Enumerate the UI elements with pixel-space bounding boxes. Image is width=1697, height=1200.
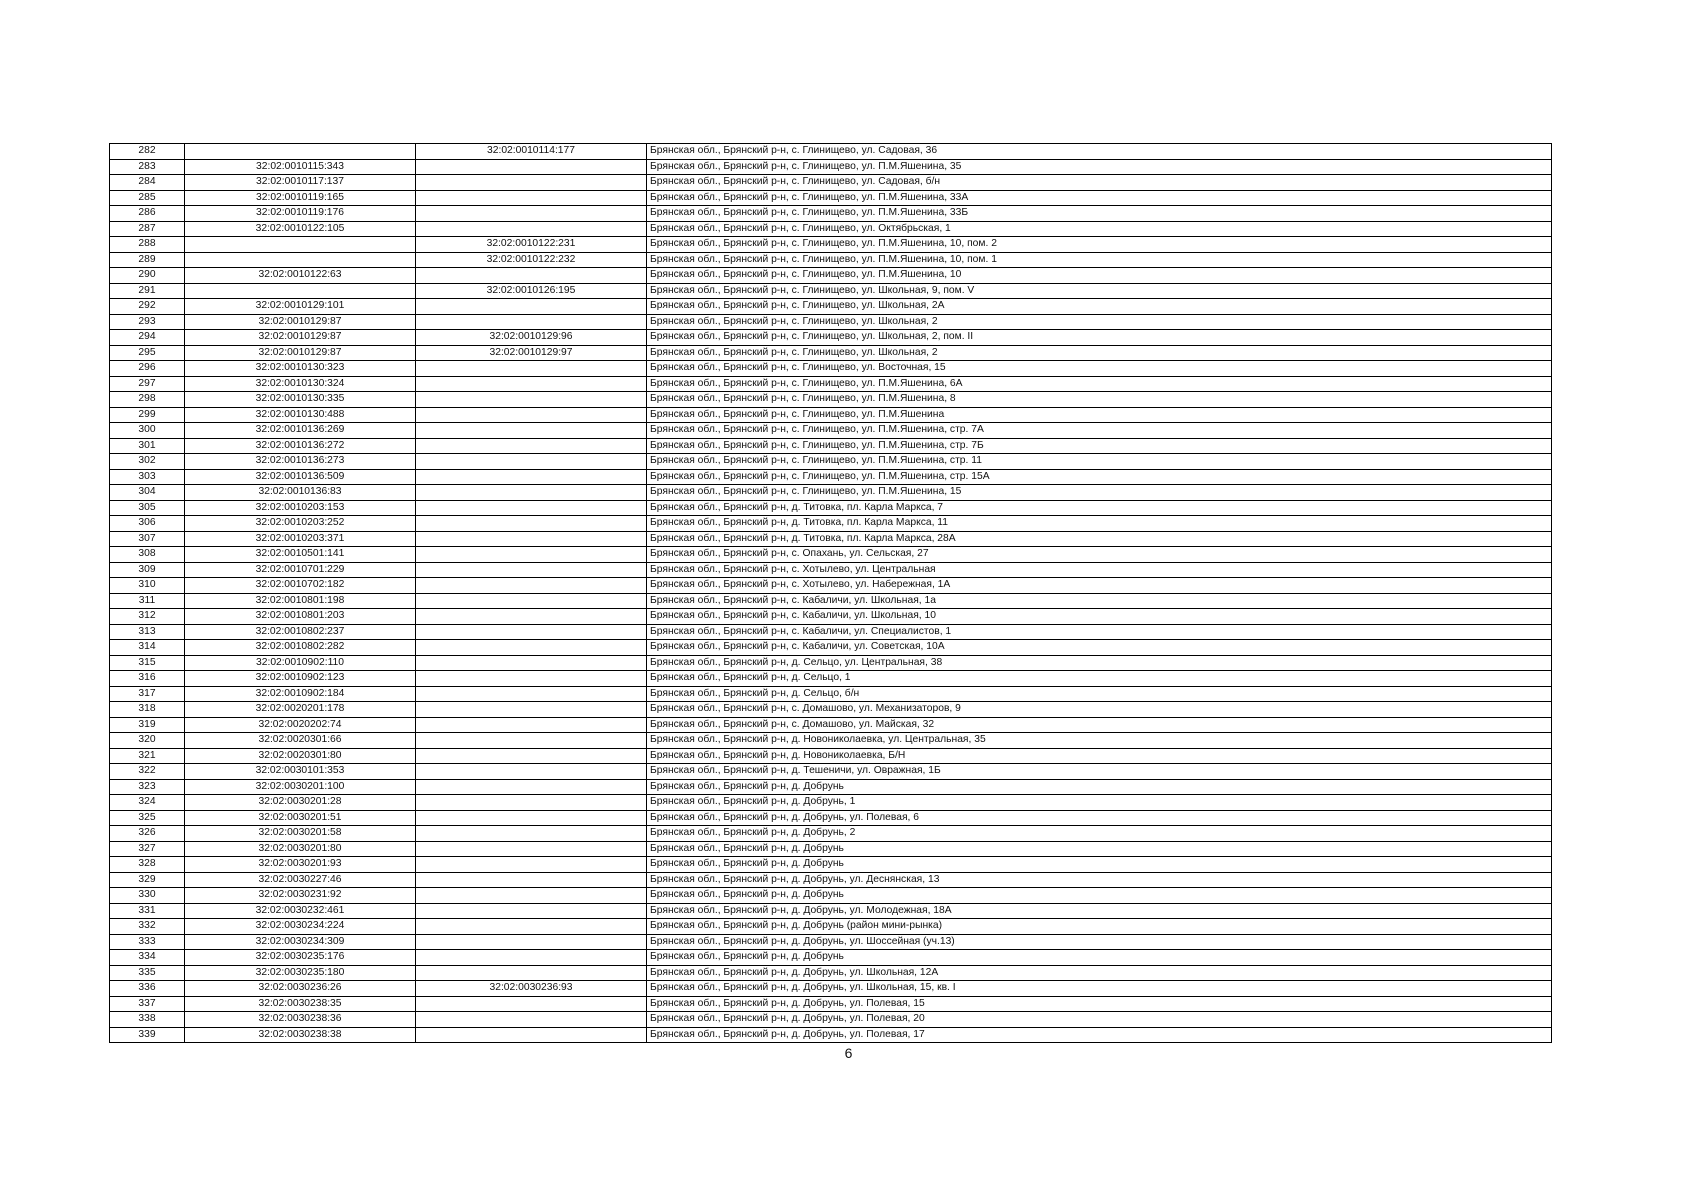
cadastral-number-cell: 32:02:0030238:38 bbox=[185, 1027, 416, 1043]
premises-cadastral-number-cell bbox=[416, 469, 647, 485]
row-number-cell: 324 bbox=[110, 795, 185, 811]
cadastral-number-cell bbox=[185, 144, 416, 160]
address-cell: Брянская обл., Брянский р-н, с. Опахань, ул. Сельская, 27 bbox=[647, 547, 1552, 563]
cadastral-number-cell: 32:02:0030238:36 bbox=[185, 1012, 416, 1028]
premises-cadastral-number-cell bbox=[416, 190, 647, 206]
address-cell: Брянская обл., Брянский р-н, д. Добрунь bbox=[647, 950, 1552, 966]
row-number-cell: 315 bbox=[110, 655, 185, 671]
cadastral-number-cell: 32:02:0030101:353 bbox=[185, 764, 416, 780]
table-row bbox=[110, 748, 1552, 764]
cadastral-number-cell: 32:02:0010802:237 bbox=[185, 624, 416, 640]
cadastral-number-cell: 32:02:0010119:165 bbox=[185, 190, 416, 206]
premises-cadastral-number-cell bbox=[416, 299, 647, 315]
premises-cadastral-number-cell bbox=[416, 950, 647, 966]
premises-cadastral-number-cell bbox=[416, 1027, 647, 1043]
table-row bbox=[110, 237, 1552, 253]
address-cell: Брянская обл., Брянский р-н, д. Добрунь, 1 bbox=[647, 795, 1552, 811]
row-number-cell: 308 bbox=[110, 547, 185, 563]
address-cell: Брянская обл., Брянский р-н, с. Глинищево, ул. П.М.Яшенина, 6А bbox=[647, 376, 1552, 392]
premises-cadastral-number-cell bbox=[416, 438, 647, 454]
premises-cadastral-number-cell bbox=[416, 578, 647, 594]
row-number-cell: 327 bbox=[110, 841, 185, 857]
cadastral-number-cell: 32:02:0010203:252 bbox=[185, 516, 416, 532]
premises-cadastral-number-cell bbox=[416, 779, 647, 795]
table-row bbox=[110, 624, 1552, 640]
address-cell: Брянская обл., Брянский р-н, с. Хотылево, ул. Набережная, 1А bbox=[647, 578, 1552, 594]
table-row bbox=[110, 221, 1552, 237]
row-number-cell: 286 bbox=[110, 206, 185, 222]
premises-cadastral-number-cell bbox=[416, 361, 647, 377]
premises-cadastral-number-cell bbox=[416, 965, 647, 981]
table-row bbox=[110, 392, 1552, 408]
property-registry-table bbox=[109, 143, 1552, 1043]
table-row bbox=[110, 841, 1552, 857]
row-number-cell: 299 bbox=[110, 407, 185, 423]
table-row bbox=[110, 252, 1552, 268]
address-cell: Брянская обл., Брянский р-н, с. Домашово, ул. Майская, 32 bbox=[647, 717, 1552, 733]
premises-cadastral-number-cell bbox=[416, 655, 647, 671]
cadastral-number-cell: 32:02:0030231:92 bbox=[185, 888, 416, 904]
table-row bbox=[110, 299, 1552, 315]
table-row bbox=[110, 190, 1552, 206]
premises-cadastral-number-cell bbox=[416, 764, 647, 780]
premises-cadastral-number-cell bbox=[416, 717, 647, 733]
premises-cadastral-number-cell bbox=[416, 826, 647, 842]
registry-table-body bbox=[110, 144, 1552, 1043]
cadastral-number-cell: 32:02:0010122:105 bbox=[185, 221, 416, 237]
cadastral-number-cell: 32:02:0010136:509 bbox=[185, 469, 416, 485]
premises-cadastral-number-cell bbox=[416, 795, 647, 811]
cadastral-number-cell: 32:02:0010130:324 bbox=[185, 376, 416, 392]
address-cell: Брянская обл., Брянский р-н, д. Тешеничи, ул. Овражная, 1Б bbox=[647, 764, 1552, 780]
row-number-cell: 321 bbox=[110, 748, 185, 764]
cadastral-number-cell: 32:02:0010136:269 bbox=[185, 423, 416, 439]
cadastral-number-cell: 32:02:0010801:203 bbox=[185, 609, 416, 625]
address-cell: Брянская обл., Брянский р-н, с. Глинищево, ул. П.М.Яшенина, 15 bbox=[647, 485, 1552, 501]
table-row bbox=[110, 330, 1552, 346]
cadastral-number-cell: 32:02:0010130:335 bbox=[185, 392, 416, 408]
table-row bbox=[110, 965, 1552, 981]
row-number-cell: 285 bbox=[110, 190, 185, 206]
table-row bbox=[110, 500, 1552, 516]
table-row bbox=[110, 469, 1552, 485]
address-cell: Брянская обл., Брянский р-н, с. Глинищево, ул. Школьная, 2 bbox=[647, 314, 1552, 330]
address-cell: Брянская обл., Брянский р-н, с. Кабаличи, ул. Школьная, 10 bbox=[647, 609, 1552, 625]
premises-cadastral-number-cell bbox=[416, 686, 647, 702]
cadastral-number-cell: 32:02:0030201:51 bbox=[185, 810, 416, 826]
cadastral-number-cell: 32:02:0010115:343 bbox=[185, 159, 416, 175]
address-cell: Брянская обл., Брянский р-н, д. Сельцо, ул. Центральная, 38 bbox=[647, 655, 1552, 671]
cadastral-number-cell: 32:02:0030201:58 bbox=[185, 826, 416, 842]
table-row bbox=[110, 733, 1552, 749]
row-number-cell: 322 bbox=[110, 764, 185, 780]
row-number-cell: 337 bbox=[110, 996, 185, 1012]
table-row bbox=[110, 206, 1552, 222]
row-number-cell: 283 bbox=[110, 159, 185, 175]
address-cell: Брянская обл., Брянский р-н, с. Глинищево, ул. П.М.Яшенина bbox=[647, 407, 1552, 423]
cadastral-number-cell: 32:02:0010130:323 bbox=[185, 361, 416, 377]
table-row bbox=[110, 1027, 1552, 1043]
premises-cadastral-number-cell bbox=[416, 392, 647, 408]
table-row bbox=[110, 1012, 1552, 1028]
address-cell: Брянская обл., Брянский р-н, с. Глинищево, ул. Октябрьская, 1 bbox=[647, 221, 1552, 237]
row-number-cell: 293 bbox=[110, 314, 185, 330]
cadastral-number-cell: 32:02:0010129:101 bbox=[185, 299, 416, 315]
address-cell: Брянская обл., Брянский р-н, с. Глинищево, ул. Школьная, 9, пом. V bbox=[647, 283, 1552, 299]
address-cell: Брянская обл., Брянский р-н, д. Добрунь bbox=[647, 857, 1552, 873]
row-number-cell: 320 bbox=[110, 733, 185, 749]
cadastral-number-cell: 32:02:0010501:141 bbox=[185, 547, 416, 563]
premises-cadastral-number-cell: 32:02:0010129:96 bbox=[416, 330, 647, 346]
cadastral-number-cell: 32:02:0030201:28 bbox=[185, 795, 416, 811]
premises-cadastral-number-cell: 32:02:0010129:97 bbox=[416, 345, 647, 361]
table-row bbox=[110, 934, 1552, 950]
table-row bbox=[110, 702, 1552, 718]
cadastral-number-cell bbox=[185, 237, 416, 253]
cadastral-number-cell: 32:02:0030201:80 bbox=[185, 841, 416, 857]
row-number-cell: 319 bbox=[110, 717, 185, 733]
table-row bbox=[110, 593, 1552, 609]
premises-cadastral-number-cell bbox=[416, 702, 647, 718]
cadastral-number-cell: 32:02:0010902:123 bbox=[185, 671, 416, 687]
premises-cadastral-number-cell: 32:02:0010122:232 bbox=[416, 252, 647, 268]
page-number: 6 bbox=[844, 1045, 853, 1061]
premises-cadastral-number-cell bbox=[416, 841, 647, 857]
table-row bbox=[110, 671, 1552, 687]
address-cell: Брянская обл., Брянский р-н, д. Добрунь (район мини-рынка) bbox=[647, 919, 1552, 935]
table-row bbox=[110, 547, 1552, 563]
address-cell: Брянская обл., Брянский р-н, с. Глинищево, ул. Восточная, 15 bbox=[647, 361, 1552, 377]
premises-cadastral-number-cell bbox=[416, 609, 647, 625]
row-number-cell: 307 bbox=[110, 531, 185, 547]
cadastral-number-cell: 32:02:0010129:87 bbox=[185, 330, 416, 346]
row-number-cell: 314 bbox=[110, 640, 185, 656]
table-row bbox=[110, 283, 1552, 299]
cadastral-number-cell: 32:02:0010203:153 bbox=[185, 500, 416, 516]
cadastral-number-cell: 32:02:0030235:176 bbox=[185, 950, 416, 966]
address-cell: Брянская обл., Брянский р-н, с. Глинищево, ул. Садовая, 36 bbox=[647, 144, 1552, 160]
row-number-cell: 311 bbox=[110, 593, 185, 609]
address-cell: Брянская обл., Брянский р-н, с. Глинищево, ул. П.М.Яшенина, стр. 7А bbox=[647, 423, 1552, 439]
row-number-cell: 313 bbox=[110, 624, 185, 640]
cadastral-number-cell: 32:02:0010802:282 bbox=[185, 640, 416, 656]
row-number-cell: 291 bbox=[110, 283, 185, 299]
table-row bbox=[110, 888, 1552, 904]
address-cell: Брянская обл., Брянский р-н, с. Глинищево, ул. П.М.Яшенина, 8 bbox=[647, 392, 1552, 408]
cadastral-number-cell bbox=[185, 252, 416, 268]
address-cell: Брянская обл., Брянский р-н, д. Новониколаевка, ул. Центральная, 35 bbox=[647, 733, 1552, 749]
table-row bbox=[110, 655, 1552, 671]
table-row bbox=[110, 857, 1552, 873]
cadastral-number-cell: 32:02:0030227:46 bbox=[185, 872, 416, 888]
row-number-cell: 301 bbox=[110, 438, 185, 454]
premises-cadastral-number-cell bbox=[416, 500, 647, 516]
cadastral-number-cell: 32:02:0030234:224 bbox=[185, 919, 416, 935]
table-row bbox=[110, 996, 1552, 1012]
table-row bbox=[110, 578, 1552, 594]
address-cell: Брянская обл., Брянский р-н, с. Глинищево, ул. П.М.Яшенина, 10 bbox=[647, 268, 1552, 284]
row-number-cell: 316 bbox=[110, 671, 185, 687]
table-row bbox=[110, 159, 1552, 175]
cadastral-number-cell: 32:02:0010129:87 bbox=[185, 314, 416, 330]
address-cell: Брянская обл., Брянский р-н, д. Добрунь, ул. Полевая, 15 bbox=[647, 996, 1552, 1012]
cadastral-number-cell: 32:02:0010119:176 bbox=[185, 206, 416, 222]
table-row bbox=[110, 438, 1552, 454]
cadastral-number-cell: 32:02:0010130:488 bbox=[185, 407, 416, 423]
table-row bbox=[110, 826, 1552, 842]
row-number-cell: 338 bbox=[110, 1012, 185, 1028]
cadastral-number-cell: 32:02:0010801:198 bbox=[185, 593, 416, 609]
table-row bbox=[110, 640, 1552, 656]
address-cell: Брянская обл., Брянский р-н, с. Глинищево, ул. Школьная, 2, пом. II bbox=[647, 330, 1552, 346]
premises-cadastral-number-cell bbox=[416, 919, 647, 935]
premises-cadastral-number-cell bbox=[416, 268, 647, 284]
table-row bbox=[110, 764, 1552, 780]
row-number-cell: 303 bbox=[110, 469, 185, 485]
cadastral-number-cell: 32:02:0010122:63 bbox=[185, 268, 416, 284]
premises-cadastral-number-cell bbox=[416, 531, 647, 547]
address-cell: Брянская обл., Брянский р-н, с. Кабаличи, ул. Советская, 10А bbox=[647, 640, 1552, 656]
premises-cadastral-number-cell bbox=[416, 314, 647, 330]
row-number-cell: 292 bbox=[110, 299, 185, 315]
cadastral-number-cell: 32:02:0020301:80 bbox=[185, 748, 416, 764]
cadastral-number-cell: 32:02:0030201:100 bbox=[185, 779, 416, 795]
table-row bbox=[110, 531, 1552, 547]
row-number-cell: 287 bbox=[110, 221, 185, 237]
row-number-cell: 302 bbox=[110, 454, 185, 470]
premises-cadastral-number-cell bbox=[416, 996, 647, 1012]
row-number-cell: 318 bbox=[110, 702, 185, 718]
cadastral-number-cell: 32:02:0020202:74 bbox=[185, 717, 416, 733]
address-cell: Брянская обл., Брянский р-н, д. Добрунь, ул. Школьная, 12А bbox=[647, 965, 1552, 981]
table-row bbox=[110, 872, 1552, 888]
row-number-cell: 288 bbox=[110, 237, 185, 253]
table-row bbox=[110, 919, 1552, 935]
address-cell: Брянская обл., Брянский р-н, с. Кабаличи, ул. Школьная, 1а bbox=[647, 593, 1552, 609]
address-cell: Брянская обл., Брянский р-н, с. Глинищево, ул. П.М.Яшенина, 10, пом. 2 bbox=[647, 237, 1552, 253]
cadastral-number-cell bbox=[185, 283, 416, 299]
cadastral-number-cell: 32:02:0020201:178 bbox=[185, 702, 416, 718]
row-number-cell: 282 bbox=[110, 144, 185, 160]
cadastral-number-cell: 32:02:0010117:137 bbox=[185, 175, 416, 191]
premises-cadastral-number-cell bbox=[416, 934, 647, 950]
row-number-cell: 326 bbox=[110, 826, 185, 842]
address-cell: Брянская обл., Брянский р-н, д. Сельцо, б/н bbox=[647, 686, 1552, 702]
address-cell: Брянская обл., Брянский р-н, д. Добрунь bbox=[647, 841, 1552, 857]
row-number-cell: 339 bbox=[110, 1027, 185, 1043]
premises-cadastral-number-cell bbox=[416, 206, 647, 222]
cadastral-number-cell: 32:02:0030234:309 bbox=[185, 934, 416, 950]
row-number-cell: 298 bbox=[110, 392, 185, 408]
premises-cadastral-number-cell bbox=[416, 376, 647, 392]
row-number-cell: 295 bbox=[110, 345, 185, 361]
table-row bbox=[110, 779, 1552, 795]
cadastral-number-cell: 32:02:0010129:87 bbox=[185, 345, 416, 361]
premises-cadastral-number-cell bbox=[416, 485, 647, 501]
address-cell: Брянская обл., Брянский р-н, с. Кабаличи, ул. Специалистов, 1 bbox=[647, 624, 1552, 640]
address-cell: Брянская обл., Брянский р-н, с. Глинищево, ул. П.М.Яшенина, стр. 15А bbox=[647, 469, 1552, 485]
table-row bbox=[110, 950, 1552, 966]
row-number-cell: 306 bbox=[110, 516, 185, 532]
row-number-cell: 328 bbox=[110, 857, 185, 873]
table-row bbox=[110, 810, 1552, 826]
address-cell: Брянская обл., Брянский р-н, д. Добрунь bbox=[647, 779, 1552, 795]
address-cell: Брянская обл., Брянский р-н, д. Добрунь, ул. Полевая, 17 bbox=[647, 1027, 1552, 1043]
row-number-cell: 329 bbox=[110, 872, 185, 888]
premises-cadastral-number-cell bbox=[416, 624, 647, 640]
address-cell: Брянская обл., Брянский р-н, с. Глинищево, ул. П.М.Яшенина, стр. 11 bbox=[647, 454, 1552, 470]
table-row bbox=[110, 376, 1552, 392]
address-cell: Брянская обл., Брянский р-н, с. Глинищево, ул. П.М.Яшенина, 33Б bbox=[647, 206, 1552, 222]
cadastral-number-cell: 32:02:0030235:180 bbox=[185, 965, 416, 981]
premises-cadastral-number-cell bbox=[416, 516, 647, 532]
row-number-cell: 336 bbox=[110, 981, 185, 997]
address-cell: Брянская обл., Брянский р-н, д. Добрунь, ул. Шоссейная (уч.13) bbox=[647, 934, 1552, 950]
premises-cadastral-number-cell bbox=[416, 221, 647, 237]
table-row bbox=[110, 717, 1552, 733]
table-row bbox=[110, 903, 1552, 919]
table-row bbox=[110, 485, 1552, 501]
table-row bbox=[110, 609, 1552, 625]
table-row bbox=[110, 562, 1552, 578]
address-cell: Брянская обл., Брянский р-н, д. Добрунь, ул. Молодежная, 18А bbox=[647, 903, 1552, 919]
table-row bbox=[110, 314, 1552, 330]
address-cell: Брянская обл., Брянский р-н, д. Титовка, пл. Карла Маркса, 11 bbox=[647, 516, 1552, 532]
premises-cadastral-number-cell bbox=[416, 593, 647, 609]
table-row bbox=[110, 268, 1552, 284]
cadastral-number-cell: 32:02:0010203:371 bbox=[185, 531, 416, 547]
cadastral-number-cell: 32:02:0010902:184 bbox=[185, 686, 416, 702]
address-cell: Брянская обл., Брянский р-н, с. Глинищево, ул. Школьная, 2 bbox=[647, 345, 1552, 361]
address-cell: Брянская обл., Брянский р-н, с. Глинищево, ул. П.М.Яшенина, стр. 7Б bbox=[647, 438, 1552, 454]
cadastral-number-cell: 32:02:0010902:110 bbox=[185, 655, 416, 671]
table-row bbox=[110, 423, 1552, 439]
row-number-cell: 297 bbox=[110, 376, 185, 392]
premises-cadastral-number-cell bbox=[416, 857, 647, 873]
address-cell: Брянская обл., Брянский р-н, д. Добрунь bbox=[647, 888, 1552, 904]
row-number-cell: 317 bbox=[110, 686, 185, 702]
address-cell: Брянская обл., Брянский р-н, д. Добрунь, ул. Полевая, 20 bbox=[647, 1012, 1552, 1028]
premises-cadastral-number-cell bbox=[416, 562, 647, 578]
row-number-cell: 290 bbox=[110, 268, 185, 284]
address-cell: Брянская обл., Брянский р-н, д. Титовка, пл. Карла Маркса, 7 bbox=[647, 500, 1552, 516]
premises-cadastral-number-cell bbox=[416, 1012, 647, 1028]
address-cell: Брянская обл., Брянский р-н, д. Добрунь, ул. Полевая, 6 bbox=[647, 810, 1552, 826]
table-row bbox=[110, 981, 1552, 997]
premises-cadastral-number-cell bbox=[416, 872, 647, 888]
premises-cadastral-number-cell bbox=[416, 159, 647, 175]
table-row bbox=[110, 407, 1552, 423]
premises-cadastral-number-cell bbox=[416, 175, 647, 191]
row-number-cell: 325 bbox=[110, 810, 185, 826]
row-number-cell: 331 bbox=[110, 903, 185, 919]
cadastral-number-cell: 32:02:0030236:26 bbox=[185, 981, 416, 997]
row-number-cell: 300 bbox=[110, 423, 185, 439]
row-number-cell: 323 bbox=[110, 779, 185, 795]
row-number-cell: 304 bbox=[110, 485, 185, 501]
premises-cadastral-number-cell bbox=[416, 547, 647, 563]
premises-cadastral-number-cell bbox=[416, 748, 647, 764]
table-row bbox=[110, 454, 1552, 470]
address-cell: Брянская обл., Брянский р-н, д. Титовка, пл. Карла Маркса, 28А bbox=[647, 531, 1552, 547]
cadastral-number-cell: 32:02:0010136:272 bbox=[185, 438, 416, 454]
address-cell: Брянская обл., Брянский р-н, с. Глинищево, ул. П.М.Яшенина, 33А bbox=[647, 190, 1552, 206]
cadastral-number-cell: 32:02:0010702:182 bbox=[185, 578, 416, 594]
table-row bbox=[110, 175, 1552, 191]
premises-cadastral-number-cell: 32:02:0010114:177 bbox=[416, 144, 647, 160]
row-number-cell: 284 bbox=[110, 175, 185, 191]
premises-cadastral-number-cell bbox=[416, 423, 647, 439]
table-row bbox=[110, 686, 1552, 702]
premises-cadastral-number-cell bbox=[416, 733, 647, 749]
premises-cadastral-number-cell: 32:02:0010126:195 bbox=[416, 283, 647, 299]
row-number-cell: 312 bbox=[110, 609, 185, 625]
address-cell: Брянская обл., Брянский р-н, д. Новониколаевка, Б/Н bbox=[647, 748, 1552, 764]
address-cell: Брянская обл., Брянский р-н, с. Глинищево, ул. П.М.Яшенина, 10, пом. 1 bbox=[647, 252, 1552, 268]
address-cell: Брянская обл., Брянский р-н, с. Глинищево, ул. П.М.Яшенина, 35 bbox=[647, 159, 1552, 175]
row-number-cell: 332 bbox=[110, 919, 185, 935]
premises-cadastral-number-cell: 32:02:0030236:93 bbox=[416, 981, 647, 997]
row-number-cell: 335 bbox=[110, 965, 185, 981]
table-row bbox=[110, 361, 1552, 377]
row-number-cell: 333 bbox=[110, 934, 185, 950]
premises-cadastral-number-cell: 32:02:0010122:231 bbox=[416, 237, 647, 253]
cadastral-number-cell: 32:02:0020301:66 bbox=[185, 733, 416, 749]
cadastral-number-cell: 32:02:0030201:93 bbox=[185, 857, 416, 873]
cadastral-number-cell: 32:02:0010701:229 bbox=[185, 562, 416, 578]
premises-cadastral-number-cell bbox=[416, 888, 647, 904]
table-row bbox=[110, 795, 1552, 811]
row-number-cell: 310 bbox=[110, 578, 185, 594]
address-cell: Брянская обл., Брянский р-н, с. Глинищево, ул. Садовая, б/н bbox=[647, 175, 1552, 191]
address-cell: Брянская обл., Брянский р-н, с. Глинищево, ул. Школьная, 2А bbox=[647, 299, 1552, 315]
premises-cadastral-number-cell bbox=[416, 810, 647, 826]
premises-cadastral-number-cell bbox=[416, 454, 647, 470]
premises-cadastral-number-cell bbox=[416, 640, 647, 656]
row-number-cell: 294 bbox=[110, 330, 185, 346]
premises-cadastral-number-cell bbox=[416, 407, 647, 423]
address-cell: Брянская обл., Брянский р-н, д. Добрунь, ул. Деснянская, 13 bbox=[647, 872, 1552, 888]
row-number-cell: 296 bbox=[110, 361, 185, 377]
address-cell: Брянская обл., Брянский р-н, д. Добрунь, 2 bbox=[647, 826, 1552, 842]
table-row bbox=[110, 516, 1552, 532]
address-cell: Брянская обл., Брянский р-н, с. Домашово, ул. Механизаторов, 9 bbox=[647, 702, 1552, 718]
cadastral-number-cell: 32:02:0010136:273 bbox=[185, 454, 416, 470]
address-cell: Брянская обл., Брянский р-н, д. Сельцо, 1 bbox=[647, 671, 1552, 687]
row-number-cell: 289 bbox=[110, 252, 185, 268]
premises-cadastral-number-cell bbox=[416, 671, 647, 687]
cadastral-number-cell: 32:02:0030238:35 bbox=[185, 996, 416, 1012]
premises-cadastral-number-cell bbox=[416, 903, 647, 919]
table-row bbox=[110, 345, 1552, 361]
address-cell: Брянская обл., Брянский р-н, с. Хотылево, ул. Центральная bbox=[647, 562, 1552, 578]
row-number-cell: 334 bbox=[110, 950, 185, 966]
row-number-cell: 305 bbox=[110, 500, 185, 516]
table-row bbox=[110, 144, 1552, 160]
address-cell: Брянская обл., Брянский р-н, д. Добрунь, ул. Школьная, 15, кв. I bbox=[647, 981, 1552, 997]
cadastral-number-cell: 32:02:0010136:83 bbox=[185, 485, 416, 501]
row-number-cell: 330 bbox=[110, 888, 185, 904]
row-number-cell: 309 bbox=[110, 562, 185, 578]
cadastral-number-cell: 32:02:0030232:461 bbox=[185, 903, 416, 919]
